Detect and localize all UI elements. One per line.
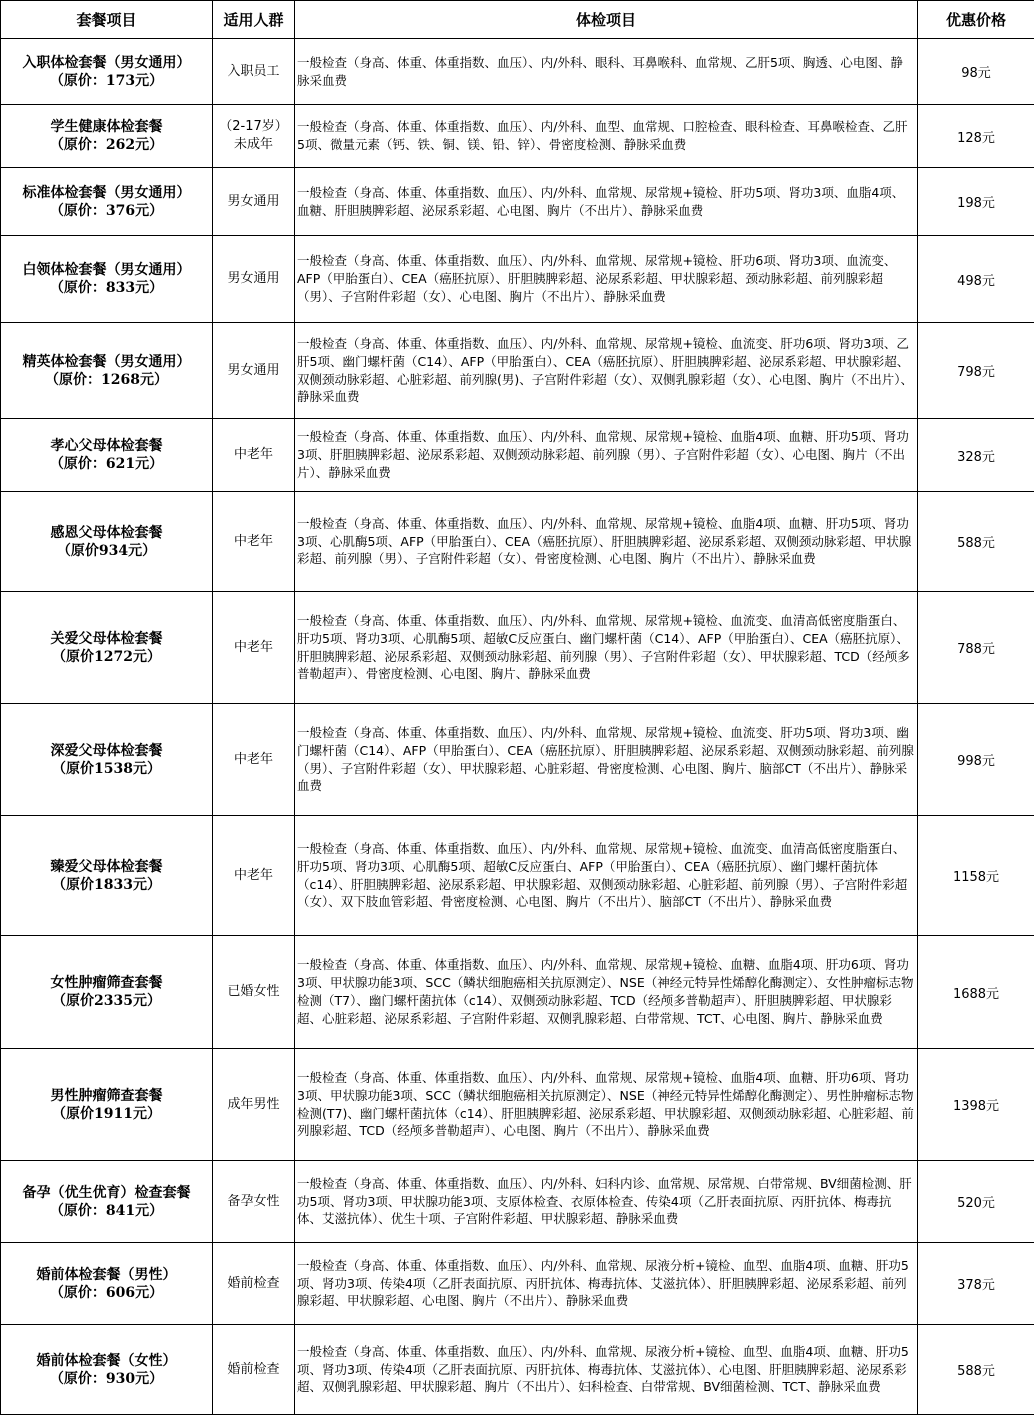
package-name: 臻爱父母体检套餐: [50, 858, 163, 875]
original-price: （原价：1268元）: [45, 371, 168, 388]
table-row: [1, 1325, 1034, 1415]
package-name: 感恩父母体检套餐: [50, 524, 163, 541]
header-group: 适用人群: [213, 1, 295, 39]
discount-price: 520元: [918, 1161, 1034, 1243]
original-price: （原价1833元）: [52, 876, 161, 893]
package-name: 白领体检套餐（男女通用）: [22, 262, 191, 278]
package-name: 入职体检套餐（男女通用）: [22, 54, 191, 71]
original-price: （原价：262元）: [49, 137, 164, 153]
discount-price: 1688元: [918, 936, 1034, 1049]
package-name: 婚前体检套餐（男性）: [36, 1266, 177, 1283]
package-name: 男性肿瘤筛查套餐: [50, 1087, 163, 1104]
exam-items: 一般检查（身高、体重、体重指数、血压）、内/外科、血常规、尿常规+镜检、血脂4项、血糖、肝功6项、肾功3项、甲状腺功能3项、SCC（鳞状细胞癌相关抗原测定）、NSE（神经元特异性烯醇化酶测定）、男性肿瘤标志物检测(T7)、幽门螺杆菌抗体（c14）、肝胆胰脾彩超、泌尿系彩超、甲状腺彩超、双侧颈动脉彩超、心脏彩超、前列腺彩超、TCD（经颅多普勒超声）、心电图、胸片（不出片）、静脉采血费: [295, 1049, 918, 1161]
target-group: 中老年: [213, 492, 295, 592]
header-package: 套餐项目: [1, 1, 213, 39]
original-price: （原价2335元）: [52, 993, 161, 1009]
package-name-cell: [1, 236, 213, 323]
table-row: [1, 492, 1034, 592]
target-group: 入职员工: [213, 39, 295, 105]
package-name: 深爱父母体检套餐: [50, 742, 163, 759]
target-group: 中老年: [213, 592, 295, 704]
target-group: 婚前检查: [213, 1325, 295, 1415]
target-group: 男女通用: [213, 168, 295, 236]
original-price: （原价：621元）: [49, 456, 164, 472]
header-items: 体检项目: [295, 1, 918, 39]
header-price: 优惠价格: [918, 1, 1034, 39]
table-row: [1, 1161, 1034, 1243]
target-group: 男女通用: [213, 323, 295, 419]
discount-price: 128元: [918, 105, 1034, 168]
exam-items: 一般检查（身高、体重、体重指数、血压）、内/外科、血常规、尿常规+镜检、肝功6项、肾功3项、血流变、AFP（甲胎蛋白）、CEA（癌胚抗原）、肝胆胰脾彩超、泌尿系彩超、甲状腺彩超、颈动脉彩超、前列腺彩超（男）、子宫附件彩超（女）、心电图、胸片（不出片）、静脉采血费: [295, 236, 918, 323]
discount-price: 378元: [918, 1243, 1034, 1325]
target-group: （2-17岁）未成年: [213, 105, 295, 168]
package-name-cell: [1, 323, 213, 419]
original-price: （原价：376元）: [49, 202, 164, 219]
original-price: （原价：606元）: [49, 1284, 164, 1301]
exam-items: 一般检查（身高、体重、体重指数、血压）、内/外科、血常规、尿常规+镜检、血脂4项、血糖、肝功5项、肾功3项、肝胆胰脾彩超、泌尿系彩超、双侧颈动脉彩超、前列腺（男）、子宫附件彩超（女）、心电图、胸片（不出片）、静脉采血费: [295, 419, 918, 492]
package-name: 婚前体检套餐（女性）: [36, 1352, 177, 1369]
table-row: [1, 419, 1034, 492]
table-row: [1, 39, 1034, 105]
target-group: 备孕女性: [213, 1161, 295, 1243]
original-price: （原价1538元）: [52, 760, 161, 777]
target-group: 婚前检查: [213, 1243, 295, 1325]
discount-price: 1158元: [918, 816, 1034, 936]
table-row: [1, 936, 1034, 1049]
original-price: （原价：841元）: [49, 1202, 164, 1219]
discount-price: 198元: [918, 168, 1034, 236]
discount-price: 98元: [918, 39, 1034, 105]
exam-items: 一般检查（身高、体重、体重指数、血压）、内/外科、血常规、尿常规+镜检、血脂4项、血糖、肝功5项、肾功3项、心肌酶5项、AFP（甲胎蛋白）、CEA（癌胚抗原）、肝胆胰脾彩超、泌尿系彩超、双侧颈动脉彩超、甲状腺彩超、前列腺（男）、子宫附件彩超（女）、骨密度检测、心电图、胸片（不出片）、静脉采血费: [295, 492, 918, 592]
exam-items: 一般检查（身高、体重、体重指数、血压）、内/外科、血常规、尿常规+镜检、血流变、血清高低密度脂蛋白、肝功5项、肾功3项、心肌酶5项、超敏C反应蛋白、幽门螺杆菌（C14）、AFP（甲胎蛋白）、CEA（癌胚抗原）、肝胆胰脾彩超、泌尿系彩超、双侧颈动脉彩超、前列腺（男）、子宫附件彩超（女）、甲状腺彩超、TCD（经颅多普勒超声）、骨密度检测、心电图、胸片、静脉采血费: [295, 592, 918, 704]
table-row: [1, 236, 1034, 323]
exam-items: 一般检查（身高、体重、体重指数、血压）、内/外科、血常规、尿液分析+镜检、血型、血脂4项、血糖、肝功5项、肾功3项、传染4项（乙肝表面抗原、丙肝抗体、梅毒抗体、艾滋抗体）、肝胆胰脾彩超、泌尿系彩超、前列腺彩超、甲状腺彩超、心电图、胸片（不出片）、静脉采血费: [295, 1243, 918, 1325]
original-price: （原价1272元）: [52, 648, 161, 665]
exam-items: 一般检查（身高、体重、体重指数、血压）、内/外科、血常规、尿常规+镜检、血流变、血清高低密度脂蛋白、肝功5项、肾功3项、心肌酶5项、超敏C反应蛋白、AFP（甲胎蛋白）、CEA（癌胚抗原）、幽门螺杆菌抗体（c14）、肝胆胰脾彩超、泌尿系彩超、甲状腺彩超、双侧颈动脉彩超、心脏彩超、前列腺（男）、子宫附件彩超（女）、双下肢血管彩超、骨密度检测、心电图、胸片（不出片）、脑部CT（不出片）、静脉采血费: [295, 816, 918, 936]
table-row: [1, 704, 1034, 816]
discount-price: 788元: [918, 592, 1034, 704]
package-name-cell: [1, 492, 213, 592]
exam-items: 一般检查（身高、体重、体重指数、血压）、内/外科、血常规、尿常规+镜检、血糖、血脂4项、肝功6项、肾功3项、甲状腺功能3项、SCC（鳞状细胞癌相关抗原测定）、NSE（神经元特异性烯醇化酶测定）、女性肿瘤标志物检测（T7）、幽门螺杆菌抗体（c14）、双侧颈动脉彩超、TCD（经颅多普勒超声）、肝胆胰脾彩超、甲状腺彩超、心脏彩超、泌尿系彩超、子宫附件彩超、双侧乳腺彩超、白带常规、TCT、心电图、胸片、静脉采血费: [295, 936, 918, 1049]
package-name-cell: [1, 1325, 213, 1415]
discount-price: 498元: [918, 236, 1034, 323]
exam-items: 一般检查（身高、体重、体重指数、血压）、内/外科、血常规、尿常规+镜检、肝功5项、肾功3项、血脂4项、血糖、肝胆胰脾彩超、泌尿系彩超、心电图、胸片（不出片）、静脉采血费: [295, 168, 918, 236]
target-group: 成年男性: [213, 1049, 295, 1161]
package-name-cell: [1, 419, 213, 492]
exam-items: 一般检查（身高、体重、体重指数、血压）、内/外科、眼科、耳鼻喉科、血常规、乙肝5项、胸透、心电图、静脉采血费: [295, 39, 918, 105]
target-group: 中老年: [213, 704, 295, 816]
package-name-cell: [1, 1243, 213, 1325]
package-name-cell: [1, 1161, 213, 1243]
package-name-cell: [1, 39, 213, 105]
table-row: [1, 816, 1034, 936]
discount-price: 798元: [918, 323, 1034, 419]
target-group: 中老年: [213, 816, 295, 936]
original-price: （原价1911元）: [52, 1105, 161, 1122]
package-name-cell: [1, 105, 213, 168]
original-price: （原价：930元）: [49, 1370, 164, 1387]
target-group: 中老年: [213, 419, 295, 492]
package-name-cell: [1, 816, 213, 936]
package-name-cell: [1, 936, 213, 1049]
package-name: 备孕（优生优育）检查套餐: [22, 1184, 191, 1201]
exam-items: 一般检查（身高、体重、体重指数、血压）、内/外科、血常规、尿常规+镜检、血流变、肝功5项、肾功3项、幽门螺杆菌（C14）、AFP（甲胎蛋白）、CEA（癌胚抗原）、肝胆胰脾彩超、泌尿系彩超、双侧颈动脉彩超、前列腺（男）、子宫附件彩超（女）、甲状腺彩超、心脏彩超、骨密度检测、心电图、胸片、脑部CT（不出片）、静脉采血费: [295, 704, 918, 816]
package-name: 关爱父母体检套餐: [50, 630, 163, 647]
exam-items: 一般检查（身高、体重、体重指数、血压）、内/外科、妇科内诊、血常规、尿常规、白带常规、BV细菌检测、肝功5项、肾功3项、甲状腺功能3项、支原体检查、衣原体检查、传染4项（乙肝表面抗原、丙肝抗体、梅毒抗体、艾滋抗体）、优生十项、子宫附件彩超、甲状腺彩超、静脉采血费: [295, 1161, 918, 1243]
package-name: 女性肿瘤筛查套餐: [50, 975, 163, 991]
package-name-cell: [1, 704, 213, 816]
discount-price: 328元: [918, 419, 1034, 492]
exam-items: 一般检查（身高、体重、体重指数、血压）、内/外科、血常规、尿常规+镜检、血流变、肝功6项、肾功3项、乙肝5项、幽门螺杆菌（C14）、AFP（甲胎蛋白）、CEA（癌胚抗原）、肝胆胰脾彩超、泌尿系彩超、甲状腺彩超、双侧颈动脉彩超、心脏彩超、前列腺(男)、子宫附件彩超（女）、双侧乳腺彩超（女）、心电图、胸片（不出片）、静脉采血费: [295, 323, 918, 419]
original-price: （原价：173元）: [49, 72, 164, 89]
original-price: （原价934元）: [56, 542, 157, 559]
target-group: 男女通用: [213, 236, 295, 323]
table-row: [1, 105, 1034, 168]
original-price: （原价：833元）: [49, 280, 164, 296]
discount-price: 588元: [918, 492, 1034, 592]
exam-items: 一般检查（身高、体重、体重指数、血压）、内/外科、血常规、尿液分析+镜检、血型、血脂4项、血糖、肝功5项、肾功3项、传染4项（乙肝表面抗原、丙肝抗体、梅毒抗体、艾滋抗体）、心电图、肝胆胰脾彩超、泌尿系彩超、双侧乳腺彩超、甲状腺彩超、胸片（不出片）、妇科检查、白带常规、BV细菌检测、TCT、静脉采血费: [295, 1325, 918, 1415]
package-name-cell: [1, 168, 213, 236]
discount-price: 588元: [918, 1325, 1034, 1415]
table-row: [1, 592, 1034, 704]
table-row: [1, 168, 1034, 236]
discount-price: 1398元: [918, 1049, 1034, 1161]
table-row: [1, 323, 1034, 419]
table-row: [1, 1243, 1034, 1325]
package-name: 孝心父母体检套餐: [50, 438, 163, 454]
target-group: 已婚女性: [213, 936, 295, 1049]
package-name: 精英体检套餐（男女通用）: [22, 353, 191, 370]
discount-price: 998元: [918, 704, 1034, 816]
package-name-cell: [1, 592, 213, 704]
table-row: [1, 1049, 1034, 1161]
package-name-cell: [1, 1049, 213, 1161]
package-name: 学生健康体检套餐: [50, 119, 163, 135]
package-name: 标准体检套餐（男女通用）: [22, 184, 191, 201]
exam-items: 一般检查（身高、体重、体重指数、血压）、内/外科、血型、血常规、口腔检查、眼科检查、耳鼻喉检查、乙肝5项、微量元素（钙、铁、铜、镁、铅、锌）、骨密度检测、静脉采血费: [295, 105, 918, 168]
header-row: [1, 1, 1034, 39]
